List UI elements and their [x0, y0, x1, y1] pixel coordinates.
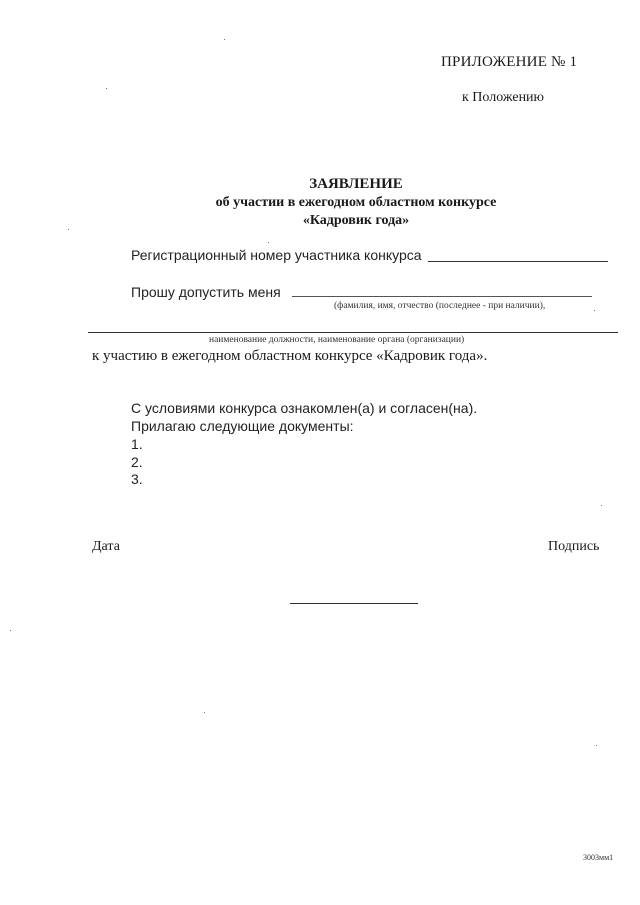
attachment-item: 2.	[131, 454, 143, 470]
scan-speck	[594, 310, 595, 311]
date-label: Дата	[92, 539, 120, 554]
scan-speck	[10, 630, 11, 631]
attachments-label: Прилагаю следующие документы:	[131, 418, 354, 434]
scan-speck	[601, 505, 602, 506]
document-subtitle: об участии в ежегодном областном конкурсе	[215, 195, 497, 210]
document-code: 3003мм1	[583, 853, 614, 862]
scan-speck	[268, 242, 269, 243]
position-organization-field[interactable]	[88, 332, 618, 333]
appendix-reference: к Положению	[462, 90, 545, 105]
attachment-item: 3.	[131, 471, 143, 487]
document-title: ЗАЯВЛЕНИЕ	[309, 176, 403, 192]
full-name-field[interactable]	[292, 296, 592, 297]
position-organization-hint: наименование должности, наименование органа (организации)	[209, 335, 465, 345]
signature-line[interactable]	[290, 603, 418, 604]
participation-text: к участию в ежегодном областном конкурсе «Кадровик года».	[92, 348, 488, 364]
request-label: Прошу допустить меня	[131, 284, 281, 300]
scan-speck	[596, 745, 597, 746]
attachment-item: 1.	[131, 436, 143, 452]
scan-speck	[224, 39, 225, 40]
scan-speck	[204, 712, 205, 713]
registration-number-field[interactable]	[428, 261, 608, 262]
scan-speck	[106, 88, 107, 89]
full-name-hint: (фамилия, имя, отчество (последнее - при наличии),	[334, 301, 546, 311]
conditions-statement: С условиями конкурса ознакомлен(а) и согласен(на).	[131, 400, 478, 416]
appendix-number: ПРИЛОЖЕНИЕ № 1	[441, 54, 578, 70]
signature-label: Подпись	[548, 539, 600, 554]
scan-speck	[68, 229, 69, 230]
contest-name: «Кадровик года»	[302, 213, 410, 228]
registration-number-label: Регистрационный номер участника конкурса	[131, 247, 422, 263]
